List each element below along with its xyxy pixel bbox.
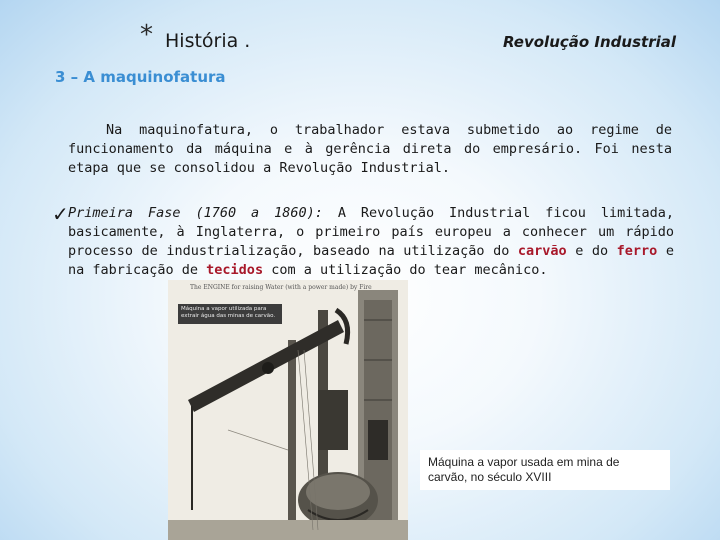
checkmark-icon: ✓ — [52, 202, 69, 226]
phase-text-d: com a utilização do tear mecânico. — [263, 262, 548, 278]
engraving-inset-label: Máquina a vapor utilizada para extrair água das minas de carvão. — [178, 304, 282, 324]
intro-paragraph: Na maquinofatura, o trabalhador estava submetido ao regime de funcionamento da máquina e à gerência direta do empresário. Foi nesta etapa que se consolidou a Revolução Industrial. — [68, 122, 672, 176]
first-phase-paragraph — [68, 204, 674, 280]
slide-title: História . — [165, 30, 251, 52]
phase-label: Primeira Fase (1760 a 1860): — [68, 205, 323, 221]
phase-text-a: A Revolução Industrial ficou limitada, basicamente, à Inglaterra, o primeiro país europeu a conhecer um rápido processo de industrialização, baseado na utilização do — [68, 205, 675, 259]
first-phase-bullet — [52, 204, 674, 280]
steam-engine-engraving — [168, 280, 408, 540]
highlight-carvao: carvão — [517, 243, 567, 259]
phase-text-b: e do — [566, 243, 617, 259]
slide-subtitle: Revolução Industrial — [503, 33, 676, 51]
highlight-ferro: ferro — [616, 243, 658, 259]
section-heading: 3 – A maquinofatura — [55, 68, 226, 86]
phase-text-c: e na fabricação de — [68, 243, 674, 278]
engraving-title-line: The ENGINE for raising Water (with a power made) by Fire — [190, 284, 372, 291]
image-caption: Máquina a vapor usada em mina de carvão, no século XVIII — [420, 450, 670, 490]
highlight-tecidos: tecidos — [206, 262, 264, 278]
header-bullet: * — [140, 20, 153, 50]
